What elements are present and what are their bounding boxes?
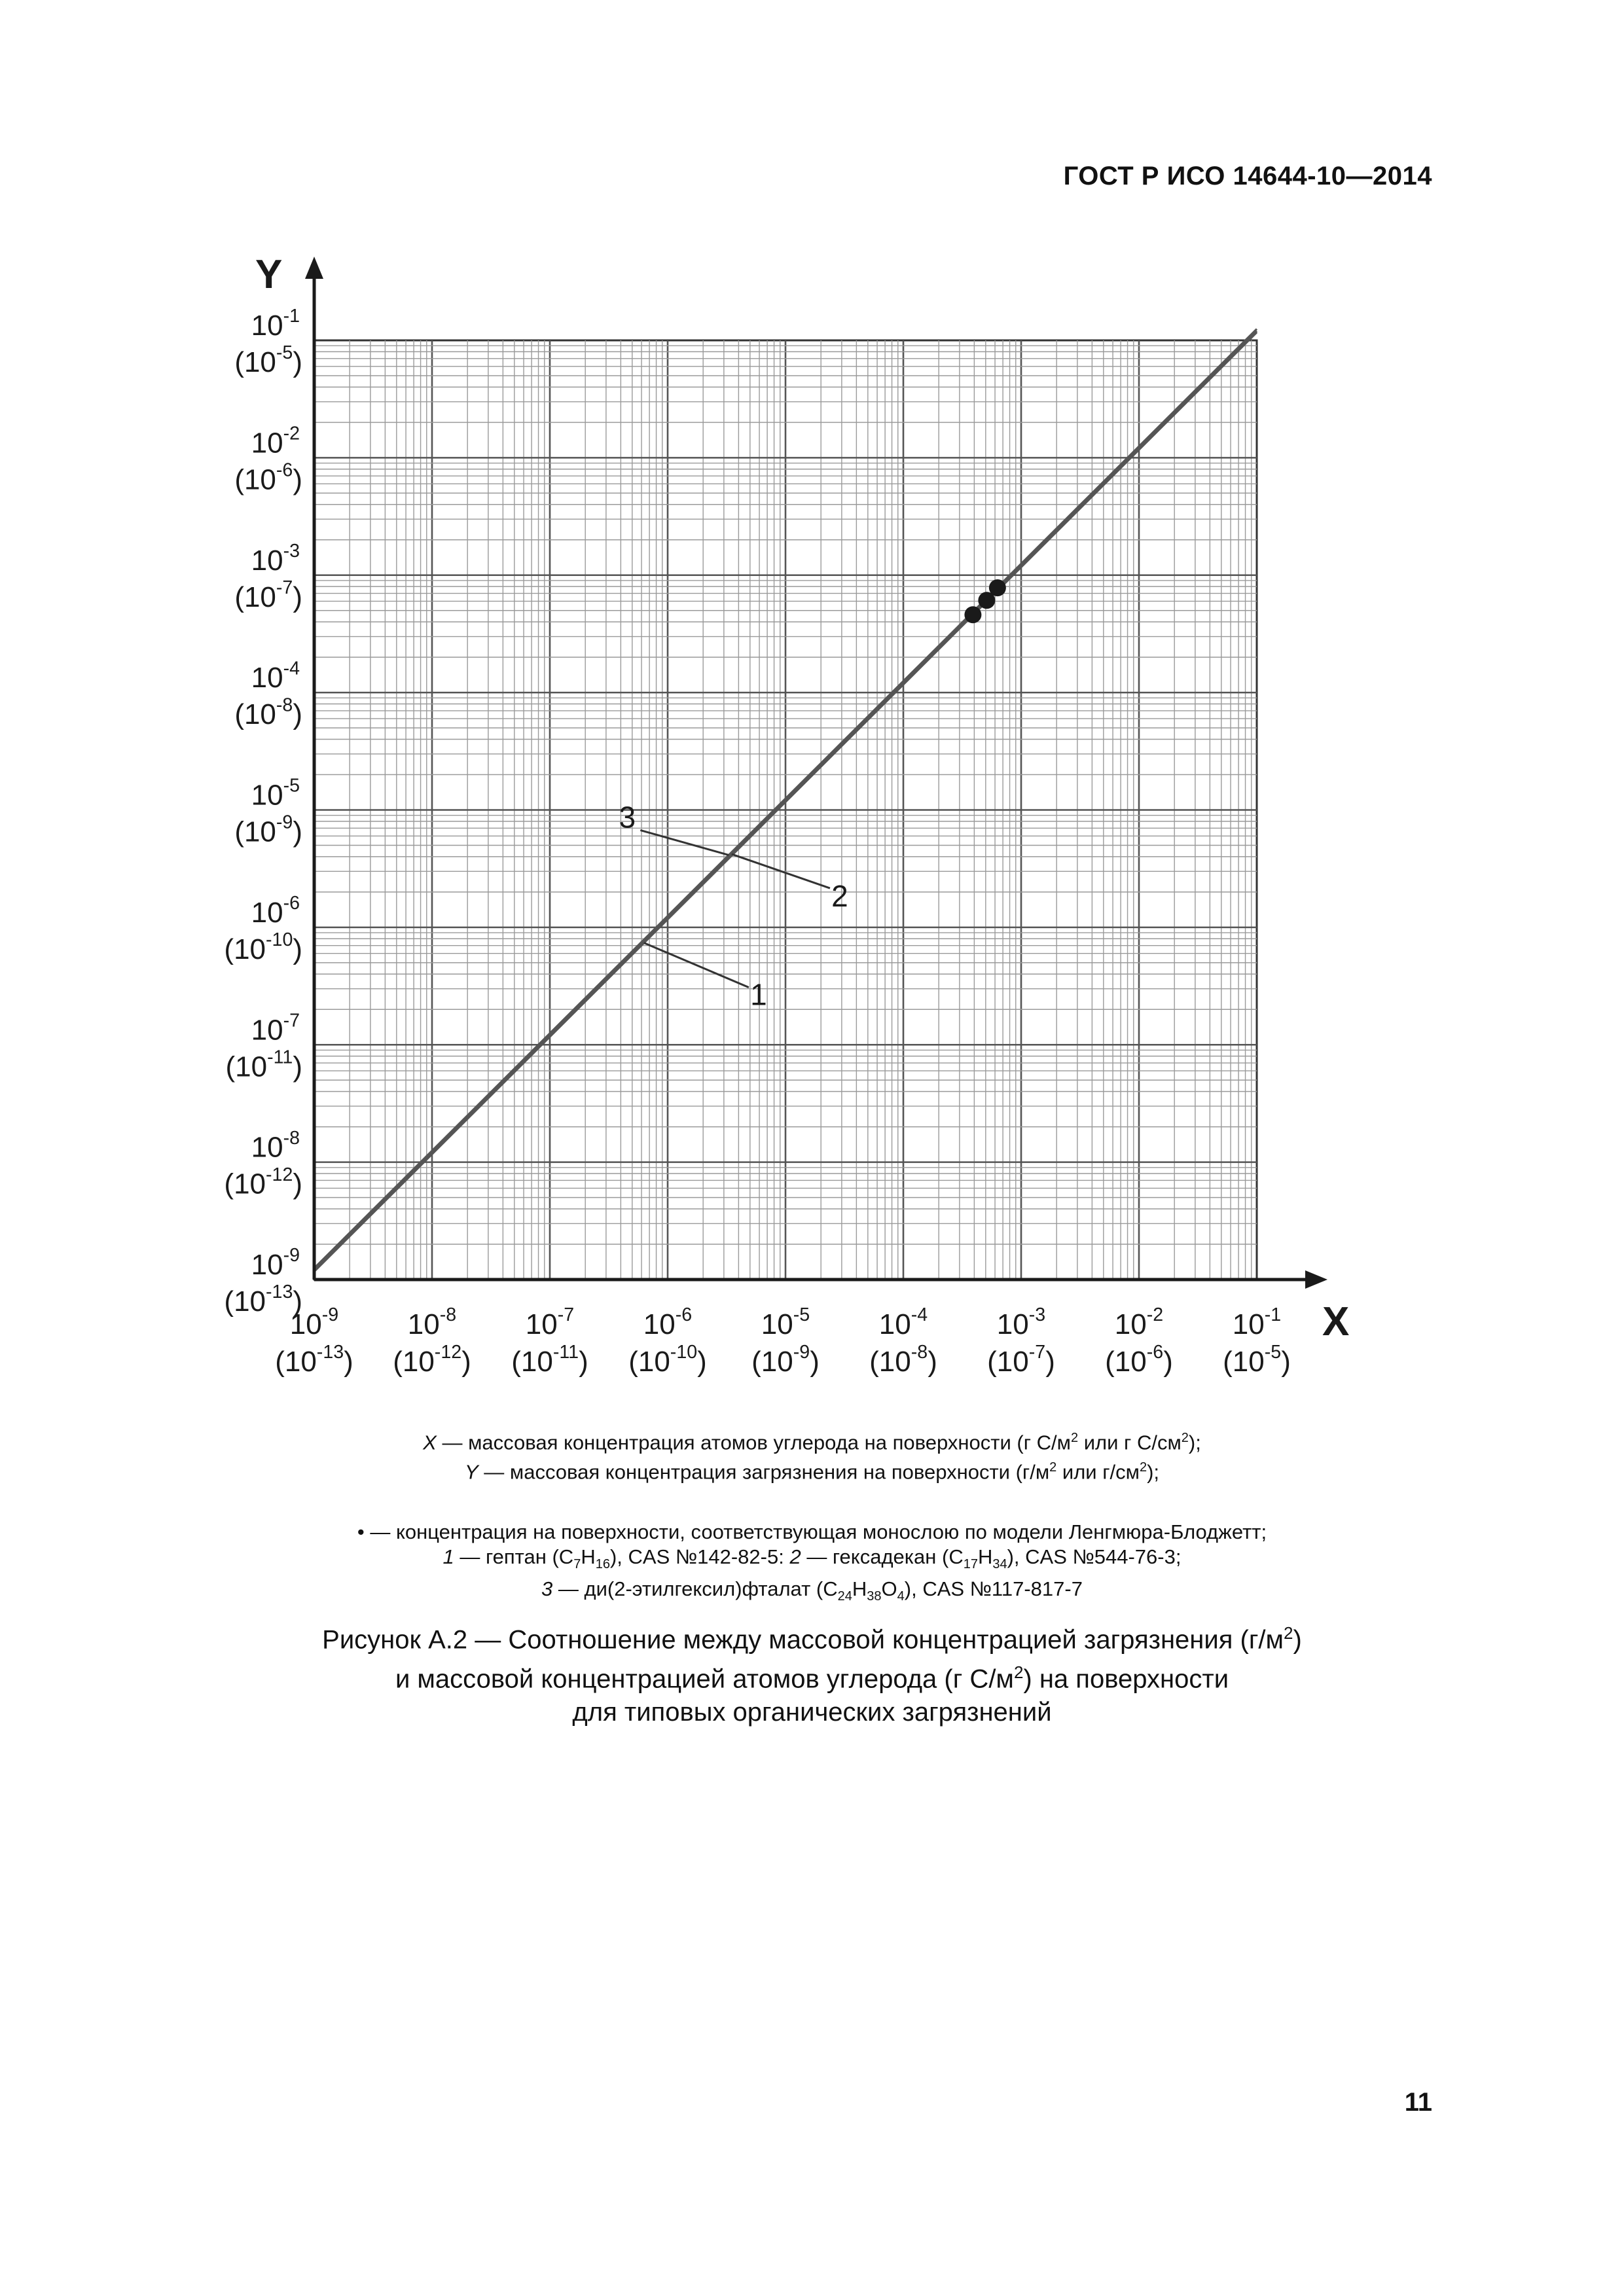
y-tick-label: $10^{-7}$ bbox=[251, 1010, 300, 1047]
series-label-leader-1 bbox=[644, 943, 749, 988]
x-axis-label: X bbox=[1322, 1299, 1350, 1344]
x-tick-label-alt: $(10^{-9})$ bbox=[751, 1342, 820, 1378]
y-tick-label-alt: $(10^{-8})$ bbox=[234, 694, 302, 731]
y-tick-label: $10^{-3}$ bbox=[251, 540, 300, 577]
y-tick-label: $10^{-9}$ bbox=[251, 1245, 300, 1281]
x-tick-label: $10^{-9}$ bbox=[289, 1304, 339, 1340]
legend-dot-note: • — концентрация на поверхности, соответствующая монослою по модели Ленгмюра-Блоджетт; bbox=[357, 1520, 1267, 1543]
legend-x-symbol: X bbox=[423, 1431, 437, 1454]
series-labels-layer bbox=[619, 800, 848, 1011]
x-tick-label-alt: $(10^{-7})$ bbox=[987, 1342, 1055, 1378]
x-tick-label: $10^{-4}$ bbox=[878, 1304, 928, 1340]
y-tick-label: $10^{-4}$ bbox=[251, 658, 300, 694]
y-tick-label: $10^{-2}$ bbox=[251, 423, 300, 459]
page-number: 11 bbox=[1404, 2088, 1432, 2117]
x-tick-label: $10^{-1}$ bbox=[1232, 1304, 1282, 1340]
series-label-1: 1 bbox=[750, 977, 767, 1012]
y-tick-label-alt: $(10^{-5})$ bbox=[234, 342, 302, 378]
x-axis-arrow bbox=[1305, 1270, 1327, 1289]
legend-x-line: X — массовая концентрация атомов углерода на поверхности (г $С/м^2$ или г $С/см^2$); bbox=[423, 1431, 1201, 1454]
caption-line-2: и массовой концентрацией атомов углерода (г $С/м^2$) на поверхности bbox=[395, 1662, 1229, 1694]
monolayer-point-1 bbox=[964, 606, 981, 623]
caption-line-3: для типовых органических загрязнений bbox=[572, 1697, 1052, 1727]
y-tick-label-alt: $(10^{-9})$ bbox=[234, 812, 302, 848]
y-tick-label-alt: $(10^{-13})$ bbox=[224, 1282, 302, 1318]
y-tick-label: $10^{-5}$ bbox=[251, 775, 300, 812]
y-tick-label-alt: $(10^{-10})$ bbox=[224, 929, 302, 965]
x-tick-label: $10^{-8}$ bbox=[407, 1304, 457, 1340]
y-tick-label: $10^{-6}$ bbox=[251, 893, 300, 929]
y-tick-label-alt: $(10^{-11})$ bbox=[225, 1047, 302, 1083]
monolayer-point-3 bbox=[989, 579, 1006, 596]
x-tick-label: $10^{-3}$ bbox=[996, 1304, 1046, 1340]
document-header: ГОСТ Р ИСО 14644-10—2014 bbox=[1063, 162, 1432, 190]
x-tick-label-alt: $(10^{-8})$ bbox=[869, 1342, 937, 1378]
y-tick-label: $10^{-8}$ bbox=[251, 1127, 300, 1164]
y-tick-label-alt: $(10^{-12})$ bbox=[224, 1164, 302, 1200]
series-label-3: 3 bbox=[619, 800, 636, 834]
tick-labels-layer bbox=[224, 306, 1290, 1378]
y-axis-label: Y bbox=[255, 252, 283, 297]
series-legend bbox=[0, 1520, 1624, 1609]
legend-y-symbol: Y bbox=[464, 1460, 478, 1484]
x-tick-label-alt: $(10^{-5})$ bbox=[1223, 1342, 1291, 1378]
grid-layer bbox=[314, 340, 1257, 1280]
x-tick-label-alt: $(10^{-10})$ bbox=[628, 1342, 707, 1378]
x-tick-label-alt: $(10^{-12})$ bbox=[393, 1342, 471, 1378]
legend-series-1-2: 1 — гептан $(C_7H_{16})$, CAS №142-82-5: 2 — гексадекан $(C_{17}H_{34})$, CAS №544-76-3; bbox=[442, 1545, 1182, 1572]
x-tick-label: $10^{-7}$ bbox=[525, 1304, 575, 1340]
caption-line-1: Рисунок А.2 — Соотношение между массовой концентрацией загрязнения $(г/м^2)$ bbox=[322, 1623, 1302, 1655]
y-tick-label-alt: $(10^{-7})$ bbox=[234, 577, 302, 613]
x-tick-label: $10^{-6}$ bbox=[643, 1304, 693, 1340]
x-tick-label-alt: $(10^{-11})$ bbox=[511, 1342, 588, 1378]
figure-caption bbox=[0, 1617, 1624, 1729]
legend-y-line: Y — массовая концентрация загрязнения на поверхности ($г/м^2$ или $г/см^2$); bbox=[464, 1460, 1160, 1484]
y-tick-label: $10^{-1}$ bbox=[251, 306, 300, 342]
x-tick-label-alt: $(10^{-13})$ bbox=[275, 1342, 353, 1378]
series-label-leader-3 bbox=[640, 830, 729, 855]
series-label-2: 2 bbox=[831, 879, 848, 914]
x-tick-label: $10^{-2}$ bbox=[1114, 1304, 1164, 1340]
y-axis-arrow bbox=[305, 257, 323, 279]
x-tick-label: $10^{-5}$ bbox=[761, 1304, 810, 1340]
x-tick-label-alt: $(10^{-6})$ bbox=[1105, 1342, 1173, 1378]
axis-legend bbox=[0, 1426, 1624, 1485]
y-tick-label-alt: $(10^{-6})$ bbox=[234, 459, 302, 496]
legend-series-3: 3 — ди(2-этилгексил)фталат $(C_{24}H_{38}O_4)$, CAS №117-817-7 bbox=[541, 1577, 1083, 1604]
